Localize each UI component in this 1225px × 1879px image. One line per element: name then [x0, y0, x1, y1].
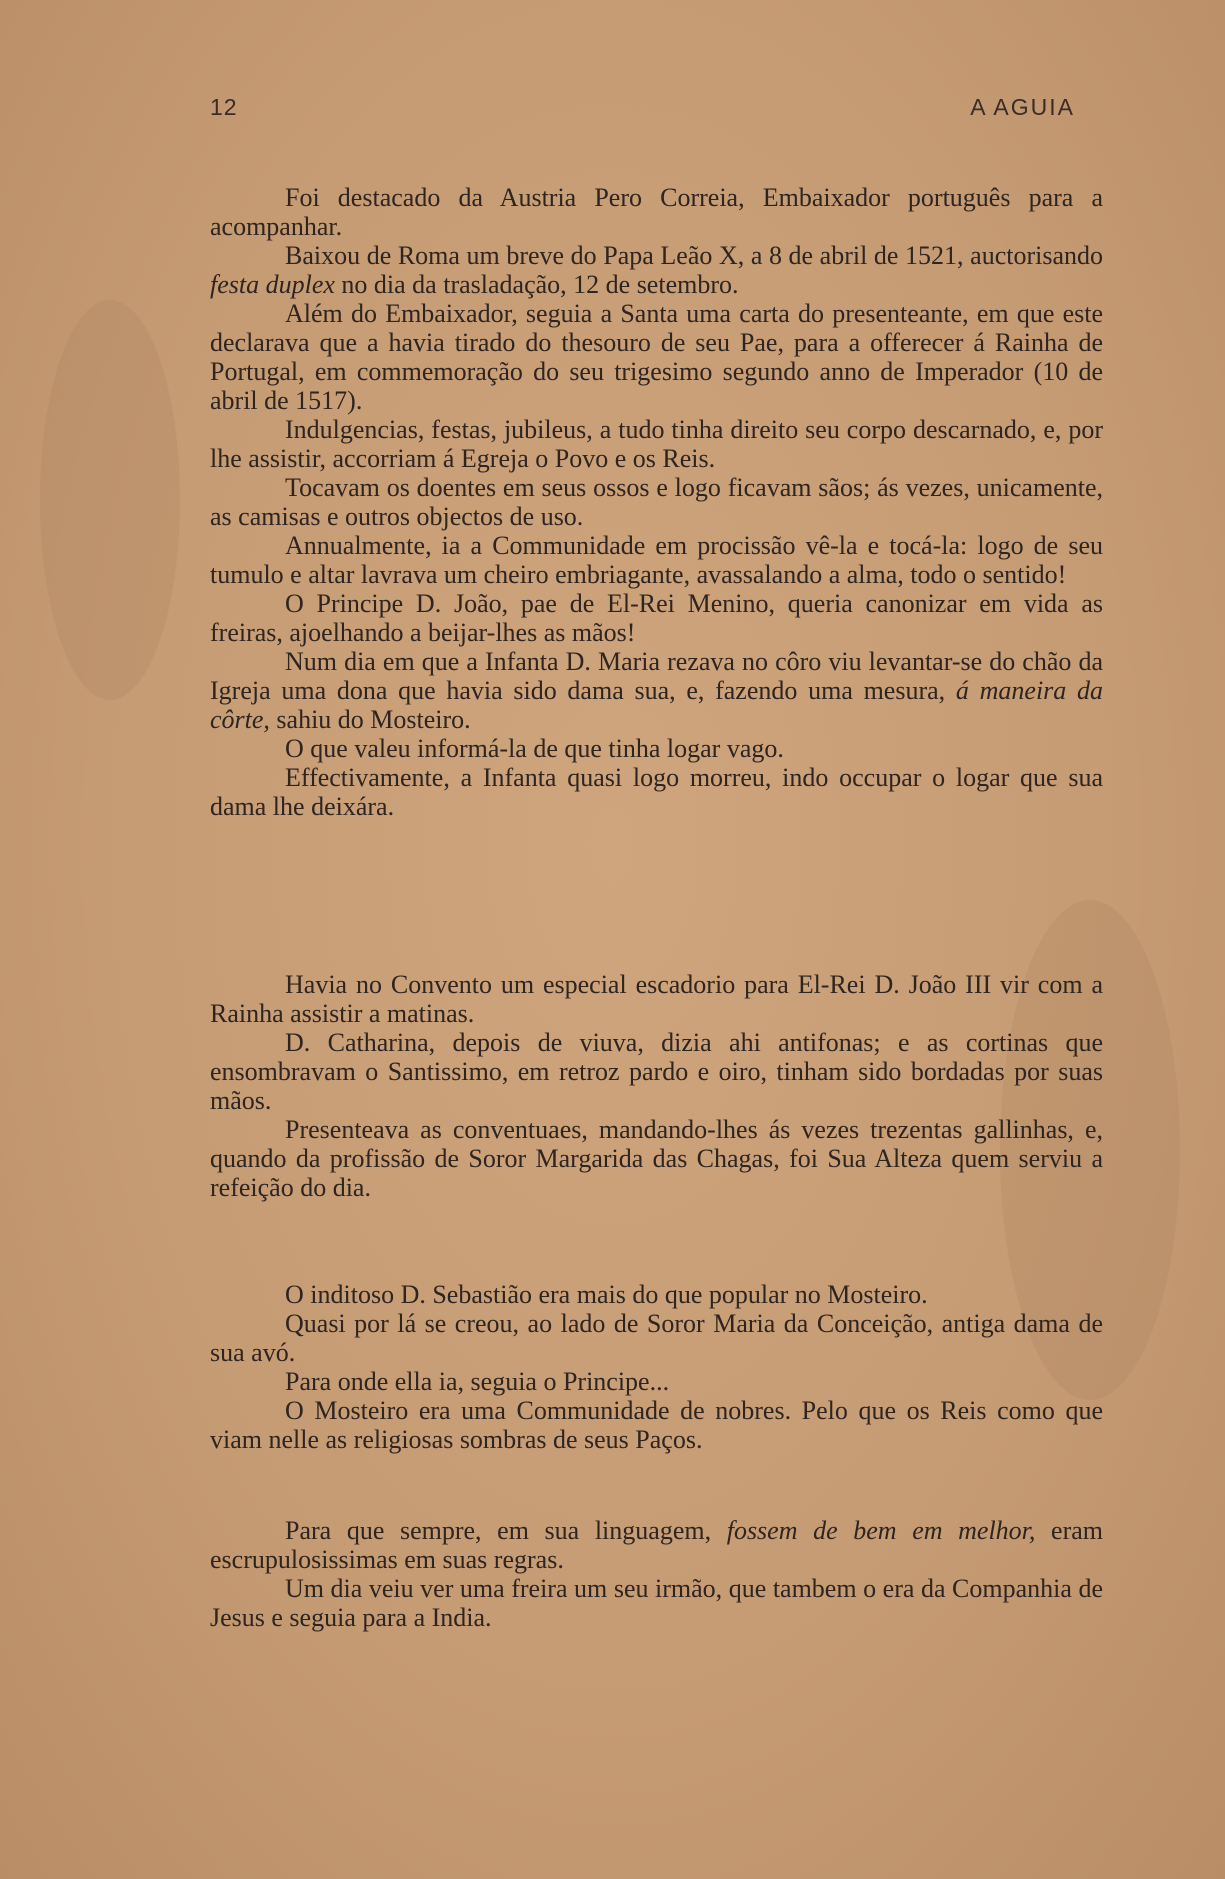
paragraph: Havia no Convento um especial escadorio para El-Rei D. João III vir com a Rainha assistir a matinas.: [210, 970, 1103, 1028]
paper-stain: [40, 300, 180, 700]
text-section-4: [210, 1516, 1103, 1632]
text-section-2: [210, 970, 1103, 1202]
paragraph: Para que sempre, em sua linguagem, fossem de bem em melhor, eram escrupulosissimas em suas regras.: [210, 1516, 1104, 1574]
running-title: A AGUIA: [970, 94, 1075, 120]
paragraph: O inditoso D. Sebastião era mais do que popular no Mosteiro.: [285, 1280, 928, 1309]
italic-phrase: festa duplex: [210, 270, 335, 299]
paragraph: Annualmente, ia a Communidade em procissão vê-la e tocá-la: logo de seu tumulo e altar lavrava um cheiro embriagante, avassalando a alma, todo o sentido!: [210, 531, 1103, 589]
paragraph: Num dia em que a Infanta D. Maria rezava no côro viu levantar-se do chão da Igreja uma dona que havia sido dama sua, e, fazendo uma mesura, á maneira da côrte, sahiu do Mosteiro.: [210, 647, 1104, 734]
text-section-3: [210, 1280, 1103, 1454]
italic-phrase: á maneira da côrte,: [210, 676, 1104, 734]
paragraph: Quasi por lá se creou, ao lado de Soror Maria da Conceição, antiga dama de sua avó.: [210, 1309, 1103, 1367]
paragraph: Indulgencias, festas, jubileus, a tudo tinha direito seu corpo descarnado, e, por lhe assistir, accorriam á Egreja o Povo e os Reis.: [210, 415, 1103, 473]
paragraph: O Mosteiro era uma Communidade de nobres. Pelo que os Reis como que viam nelle as religiosas sombras de seus Paços.: [210, 1396, 1103, 1454]
paragraph: Foi destacado da Austria Pero Correia, Embaixador português para a acompanhar.: [210, 183, 1103, 241]
paragraph: Effectivamente, a Infanta quasi logo morreu, indo occupar o logar que sua dama lhe deixára.: [210, 763, 1103, 821]
paragraph: Um dia veiu ver uma freira um seu irmão, que tambem o era da Companhia de Jesus e seguia para a India.: [210, 1574, 1103, 1632]
paragraph: Baixou de Roma um breve do Papa Leão X, a 8 de abril de 1521, auctorisando festa duplex no dia da trasladação, 12 de setembro.: [210, 241, 1103, 299]
italic-phrase: fossem de bem em melhor,: [726, 1516, 1036, 1545]
paragraph: O Principe D. João, pae de El-Rei Menino, queria canonizar em vida as freiras, ajoelhando a beijar-lhes as mãos!: [210, 589, 1103, 647]
paragraph: Além do Embaixador, seguia a Santa uma carta do presenteante, em que este declarava que a havia tirado do thesouro de seu Pae, para a offerecer á Rainha de Portugal, em commemoração do seu trigesimo segundo anno de Imperador (10 de abril de 1517).: [210, 299, 1103, 415]
page-number: 12: [210, 94, 238, 120]
paragraph: Tocavam os doentes em seus ossos e logo ficavam sãos; ás vezes, unicamente, as camisas e outros objectos de uso.: [210, 473, 1103, 531]
paragraph: Presenteava as conventuaes, mandando-lhes ás vezes trezentas gallinhas, e, quando da profissão de Soror Margarida das Chagas, foi Sua Alteza quem serviu a refeição do dia.: [210, 1115, 1103, 1202]
paragraph: O que valeu informá-la de que tinha logar vago.: [285, 734, 784, 763]
paragraph: Para onde ella ia, seguia o Principe...: [285, 1367, 670, 1396]
text-section-1: [210, 183, 1103, 821]
paragraph: D. Catharina, depois de viuva, dizia ahi antifonas; e as cortinas que ensombravam o Santissimo, em retroz pardo e oiro, tinham sido bordadas por suas mãos.: [210, 1028, 1103, 1115]
